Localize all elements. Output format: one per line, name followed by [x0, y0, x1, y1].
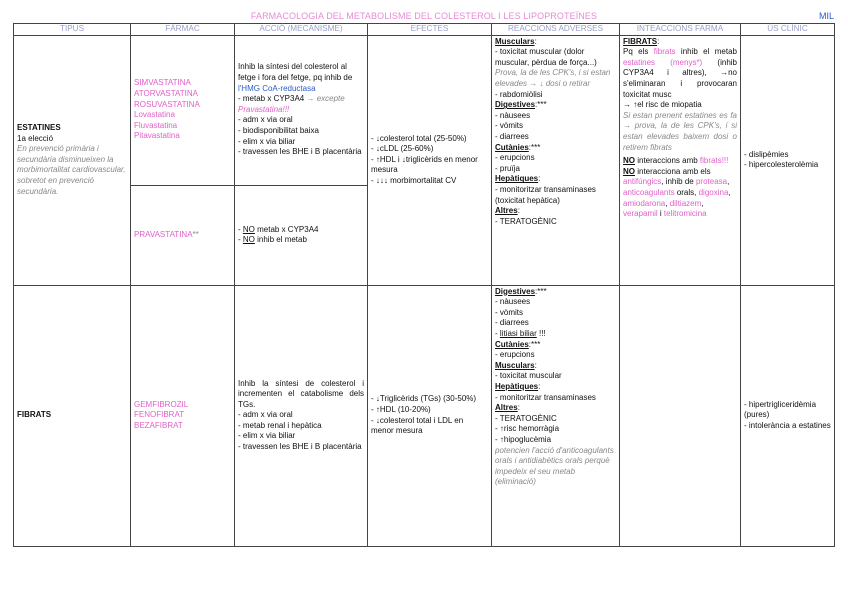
interaction-drug: verapamil [623, 209, 658, 219]
interaction-part: , inhib de [661, 177, 696, 187]
action-text-part: - metab x CYP3A4 [238, 94, 307, 104]
adverse-heading-text: Digestives [495, 286, 536, 296]
adverse-heading [495, 340, 616, 351]
table-row [14, 35, 835, 185]
fibrates-adverse-cell [492, 285, 620, 546]
adverse-heading-text: Digestives [495, 100, 536, 110]
drug-name: Fluvastatina [134, 120, 178, 130]
adverse-item: - pruïja [495, 163, 520, 173]
fibrates-action-cell [235, 285, 368, 546]
clinic-item: - hipercolesterolèmia [744, 160, 819, 170]
interaction-part: , [727, 177, 730, 187]
statins-effects-cell [368, 35, 492, 285]
adverse-part: - [495, 328, 500, 338]
header-reaccions: REACCIONS ADVERSES [492, 24, 620, 36]
adverse-item: - ↑risc hemorràgia [495, 424, 560, 434]
adverse-item: - toxicitat muscular (dolor muscular, pèrdua de força...) [495, 47, 597, 67]
adverse-heading: Musculars: [495, 360, 537, 370]
clinic-item: - dislipèmies [744, 149, 789, 159]
interaction-drug: diltiazem [669, 198, 702, 208]
drug-name: PRAVASTATINA [134, 229, 193, 239]
adverse-heading [495, 287, 616, 298]
drug-name: GEMFIBROZIL [134, 399, 189, 409]
adverse-item: - erupcions [495, 350, 535, 360]
adverse-heading-text: Cutànies [495, 339, 529, 349]
fibrates-clinic-cell [741, 285, 835, 546]
action-text [238, 235, 364, 246]
interaction-heading-text: FIBRATS [623, 36, 658, 46]
interaction-part: Pq els [623, 47, 654, 57]
action-text: - elim x via biliar [238, 431, 296, 441]
adverse-item: - monitoritzar transaminases [495, 392, 596, 402]
fibrates-tipus-cell: FIBRATS [14, 285, 131, 546]
action-no: NO [242, 235, 255, 245]
header-row [14, 24, 835, 36]
interaction-text: → ↑el risc de miopatia [623, 100, 702, 110]
header-farmac: FÀRMAC [131, 24, 235, 36]
effect-item: - ↓cLDL (25-60%) [371, 144, 434, 154]
adverse-item: - monitoritzar transaminases (toxicitat hepàtica) [495, 184, 596, 205]
adverse-heading: Altres: [495, 403, 520, 413]
adverse-stars: :*** [528, 142, 541, 152]
drug-name: ATORVASTATINA [134, 88, 199, 98]
adverse-item: - TERATOGÈNIC [495, 413, 557, 423]
header-us-clinic: ÚS CLÍNIC [741, 24, 835, 36]
statins-type-note: En prevenció primària i secundària disminueixen la morbimortalitat cardiovascular, sobretot en prevenció secundària. [17, 144, 126, 196]
interaction-part: i [657, 209, 664, 219]
adverse-item: - vòmits [495, 307, 523, 317]
statins-choice: 1a elecció [17, 133, 54, 143]
action-exception: Pravastatina!!! [238, 104, 290, 114]
interaction-drug: amiodarona [623, 198, 666, 208]
effect-item: - ↓colesterol total i LDL en menor mesura [371, 415, 464, 436]
action-text-part: - [238, 224, 243, 234]
interaction-part: , [701, 198, 704, 208]
interaction-drug: telitromicina [663, 209, 707, 219]
pharmacology-table [13, 23, 835, 547]
drug-name: Pitavastatina [134, 131, 180, 141]
effect-item: - ↓colesterol total (25-50%) [371, 133, 467, 143]
enzyme-name: l'HMG CoA-reductasa [238, 83, 316, 93]
adverse-heading-text: Altres [495, 403, 518, 413]
corner-label: MIL [818, 11, 834, 21]
action-text: - biodisponibilitat baixa [238, 125, 319, 135]
interaction-text [623, 47, 737, 100]
fibrates-effects-cell [368, 285, 492, 546]
adverse-heading: Musculars: [495, 36, 537, 46]
statins-drugs-cell [131, 35, 235, 185]
adverse-emph: litiasi biliar [499, 328, 537, 338]
interaction-no: NO [623, 156, 635, 166]
interaction-drug: estatines (menys*) [623, 57, 703, 67]
action-text-part: metab x CYP3A4 [254, 224, 319, 234]
action-text-part: inhib el metab [254, 235, 307, 245]
adverse-heading: Altres: [495, 206, 520, 216]
effect-item: - ↑HDL (10-20%) [371, 405, 431, 414]
adverse-item: - vòmits [495, 121, 523, 131]
interaction-text [623, 167, 737, 220]
drug-name: SIMVASTATINA [134, 78, 191, 88]
drug-name: Lovastatina [134, 110, 175, 120]
adverse-note: potencien l'acció d'anticoagulants orals i antidiabètics orals perquè impedeix el seu metab (eliminació) [495, 445, 614, 487]
action-text: Inhib la síntesi de colesterol i incrementen el catabolisme dels TGs. [238, 378, 364, 409]
action-text [238, 94, 364, 105]
adverse-heading-text: Altres [495, 206, 518, 216]
action-text-part: Inhib la síntesi del colesterol al fetge i fora del fetge, pq inhib de [238, 62, 353, 83]
interaction-drug: fibrats [653, 47, 676, 57]
adverse-item: - nàusees [495, 297, 531, 307]
adverse-item: - erupcions [495, 153, 535, 163]
effect-item: - ↓Triglicèrids (TGs) (30-50%) [371, 394, 477, 404]
adverse-heading: Hepàtiques: [495, 381, 541, 391]
statins-clinic-cell [741, 35, 835, 285]
interaction-part: interaccions amb [635, 156, 700, 166]
adverse-heading-text: Musculars [495, 360, 535, 370]
interaction-part: inhib el metab [675, 47, 737, 57]
adverse-item: - diarrees [495, 131, 529, 141]
table-row [14, 285, 835, 546]
adverse-item: - nàusees [495, 110, 531, 120]
drug-name: FENOFIBRAT [134, 410, 185, 420]
action-text [238, 225, 364, 236]
interaction-part: orals, [674, 187, 699, 197]
adverse-heading [495, 100, 616, 111]
interaction-no: NO [623, 166, 635, 176]
adverse-heading-text: Cutànies [495, 142, 529, 152]
adverse-item: - diarrees [495, 318, 529, 328]
action-text: - elim x via biliar [238, 136, 296, 146]
header-efectes: EFECTES [368, 24, 492, 36]
interaction-part: , [665, 198, 670, 208]
adverse-stars: :*** [535, 286, 547, 296]
pravastatin-drug-cell [131, 185, 235, 285]
adverse-heading: Hepàtiques: [495, 174, 541, 184]
clinic-item: - hipertrigliceridèmia (pures) [744, 399, 817, 420]
interaction-drug: antifúngics [623, 177, 662, 187]
interaction-text [623, 156, 737, 167]
action-text [238, 62, 364, 94]
interaction-part: (inhib CYP3A4 i altres), →no s'eliminaran i provocaran toxicitat musc [623, 57, 737, 99]
adverse-part: !!! [536, 328, 546, 338]
action-text: - metab renal i hepàtica [238, 420, 322, 430]
page-title: FARMACOLOGIA DEL METABOLISME DEL COLESTEROL I LES LIPOPROTEÏNES [250, 11, 598, 21]
action-text: - adm x via oral [238, 410, 293, 420]
pravastatin-action-cell [235, 185, 368, 285]
adverse-item: - TERATOGÈNIC [495, 216, 557, 226]
fibrates-interactions-cell [620, 285, 741, 546]
adverse-heading [495, 143, 616, 154]
action-text: - travessen les BHE i B placentària [238, 147, 362, 157]
header-accio: ACCIÓ (MECANISME) [235, 24, 368, 36]
clinic-item: - intolerància a estatines [744, 420, 831, 430]
adverse-note: Prova, la de les CPK's, i si estan elevades → ↓ dosi o retirar [495, 68, 611, 88]
action-text: - travessen les BHE i B placentària [238, 442, 362, 452]
interaction-part: , [728, 187, 731, 197]
adverse-heading-text: Hepàtiques [495, 174, 539, 184]
adverse-item: - ↑hipoglucèmia [495, 434, 552, 444]
interaction-drug: digoxina [698, 187, 729, 197]
adverse-heading-text: Musculars [495, 36, 535, 46]
adverse-item: - rabdomiòlisi [495, 89, 543, 99]
effect-item: - ↓↓↓ morbimortalitat CV [371, 175, 457, 185]
header-interaccions: INTEACCIONS FARMA [620, 24, 741, 36]
adverse-item [495, 329, 616, 340]
interaction-heading: FIBRATS: [623, 36, 660, 46]
interaction-drug: fibrats!!! [699, 156, 729, 166]
interaction-note: Si estan prenent estatines es fa → prova, la de les CPK's, i si estan elevades baixem dosi o retirem fibrats [623, 110, 737, 152]
statins-tipus-cell [14, 35, 131, 285]
drug-name: BEZAFIBRAT [134, 420, 183, 430]
action-no: NO [242, 224, 255, 234]
interaction-drug: anticoagulants [623, 187, 675, 197]
statins-action-cell [235, 35, 368, 185]
interaction-drug: proteasa [695, 177, 728, 187]
adverse-item: - toxicitat muscular [495, 371, 562, 381]
action-text: - adm x via oral [238, 115, 293, 125]
statins-interactions-cell [620, 35, 741, 285]
fibrates-drugs-cell [131, 285, 235, 546]
interaction-part: interacciona amb els [635, 166, 711, 176]
header-tipus: TIPUS [14, 24, 131, 36]
adverse-stars: :*** [535, 100, 547, 110]
action-text-part: - [238, 235, 243, 245]
statins-adverse-cell [492, 35, 620, 285]
action-note: → excepte [306, 94, 345, 104]
drug-suffix: ** [192, 229, 199, 239]
adverse-stars: :*** [528, 339, 541, 349]
statins-type-name: ESTATINES [17, 123, 61, 133]
effect-item: - ↑HDL i ↓triglicèrids en menor mesura [371, 154, 478, 175]
adverse-heading-text: Hepàtiques [495, 381, 539, 391]
drug-name: ROSUVASTATINA [134, 99, 200, 109]
